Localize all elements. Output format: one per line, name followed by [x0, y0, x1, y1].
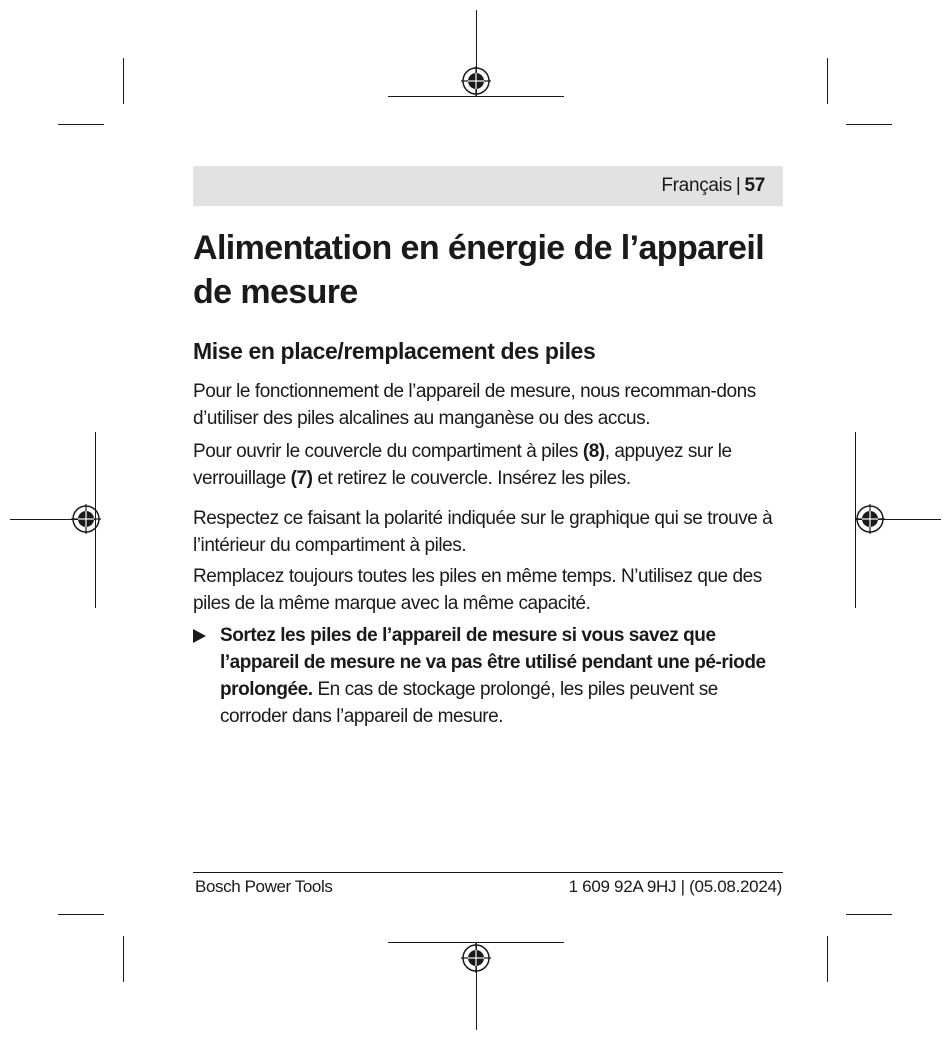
footer-rule: [193, 872, 783, 873]
page-title: Alimentation en énergie de l’appareil de mesure: [193, 229, 765, 311]
crop-mark-top-left-vertical: [123, 58, 124, 104]
page-number: 57: [744, 175, 765, 196]
crop-mark-top-right-vertical: [827, 58, 828, 104]
paragraph-2-text-b: , appuyez sur le verrouillage: [193, 441, 732, 489]
reference-8: (8): [582, 441, 605, 462]
registration-line-top-horizontal: [388, 96, 564, 97]
reference-7: (7): [290, 468, 313, 489]
registration-target-top-icon: [461, 66, 491, 96]
paragraph-2: [193, 438, 783, 492]
header-language: Français: [661, 175, 732, 196]
crop-mark-top-right-horizontal: [846, 124, 892, 125]
page-header: [661, 175, 765, 197]
warning-arrow-icon: [193, 629, 206, 643]
paragraph-1: Pour le fonctionnement de l’appareil de mesure, nous recomman-dons d’utiliser des piles alcalines au manganèse ou des accus.: [193, 381, 756, 429]
crop-mark-bottom-right-vertical: [827, 936, 828, 982]
footer-document-id: 1 609 92A 9HJ | (05.08.2024): [568, 877, 782, 896]
paragraph-3: Respectez ce faisant la polarité indiquée sur le graphique qui se trouve à l’intérieur du compartiment à piles.: [193, 508, 773, 556]
paragraph-2-text-c: et retirez le couvercle. Insérez les piles.: [312, 468, 631, 489]
warning-normal: En cas de stockage prolongé, les piles peuvent se corroder dans l’appareil de mesure.: [220, 679, 718, 727]
crop-mark-bottom-left-horizontal: [58, 914, 104, 915]
crop-mark-bottom-left-vertical: [123, 936, 124, 982]
crop-mark-top-left-horizontal: [58, 124, 104, 125]
header-separator: |: [735, 175, 741, 196]
registration-target-left-icon: [71, 504, 101, 534]
footer-brand: Bosch Power Tools: [195, 877, 333, 896]
warning-text: [220, 622, 780, 730]
warning-bold: Sortez les piles de l’appareil de mesure si vous savez que l’appareil de mesure ne va pas être utilisé pendant une pé-riode prolongée.: [220, 625, 766, 700]
registration-target-bottom-icon: [461, 943, 491, 973]
crop-mark-bottom-right-horizontal: [846, 914, 892, 915]
page-header-bar: [193, 166, 783, 206]
paragraph-4: Remplacez toujours toutes les piles en même temps. N’utilisez que des piles de la même marque avec la même capacité.: [193, 566, 762, 614]
paragraph-2-text-a: Pour ouvrir le couvercle du compartiment à piles: [193, 441, 583, 462]
registration-target-right-icon: [855, 504, 885, 534]
section-heading: Mise en place/remplacement des piles: [193, 338, 596, 364]
